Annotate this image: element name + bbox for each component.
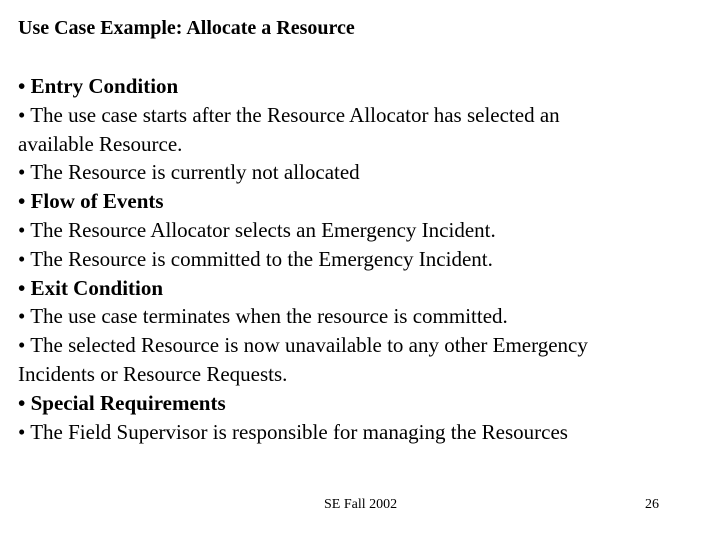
body-line: • The Resource is currently not allocated [18, 160, 360, 185]
slide-title: Use Case Example: Allocate a Resource [18, 17, 355, 39]
footer-course-label: SE Fall 2002 [324, 497, 398, 512]
section-heading: • Special Requirements [18, 390, 226, 415]
body-line: • The selected Resource is now unavailable to any other Emergency [18, 333, 588, 358]
body-line: • The Resource Allocator selects an Emergency Incident. [18, 217, 496, 242]
body-line: • The Field Supervisor is responsible for managing the Resources [18, 419, 568, 444]
section-heading: • Exit Condition [18, 275, 164, 300]
body-line: Incidents or Resource Requests. [18, 361, 288, 386]
body-line: • The use case terminates when the resource is committed. [18, 304, 508, 329]
body-line: • The Resource is committed to the Emergency Incident. [18, 246, 493, 271]
section-heading: • Entry Condition [18, 74, 179, 98]
section-heading: • Flow of Events [18, 189, 164, 214]
body-line: available Resource. [18, 131, 183, 156]
body-line: • The use case starts after the Resource Allocator has selected an [18, 102, 560, 127]
slide-body [18, 72, 688, 446]
page-number: 26 [645, 497, 659, 512]
